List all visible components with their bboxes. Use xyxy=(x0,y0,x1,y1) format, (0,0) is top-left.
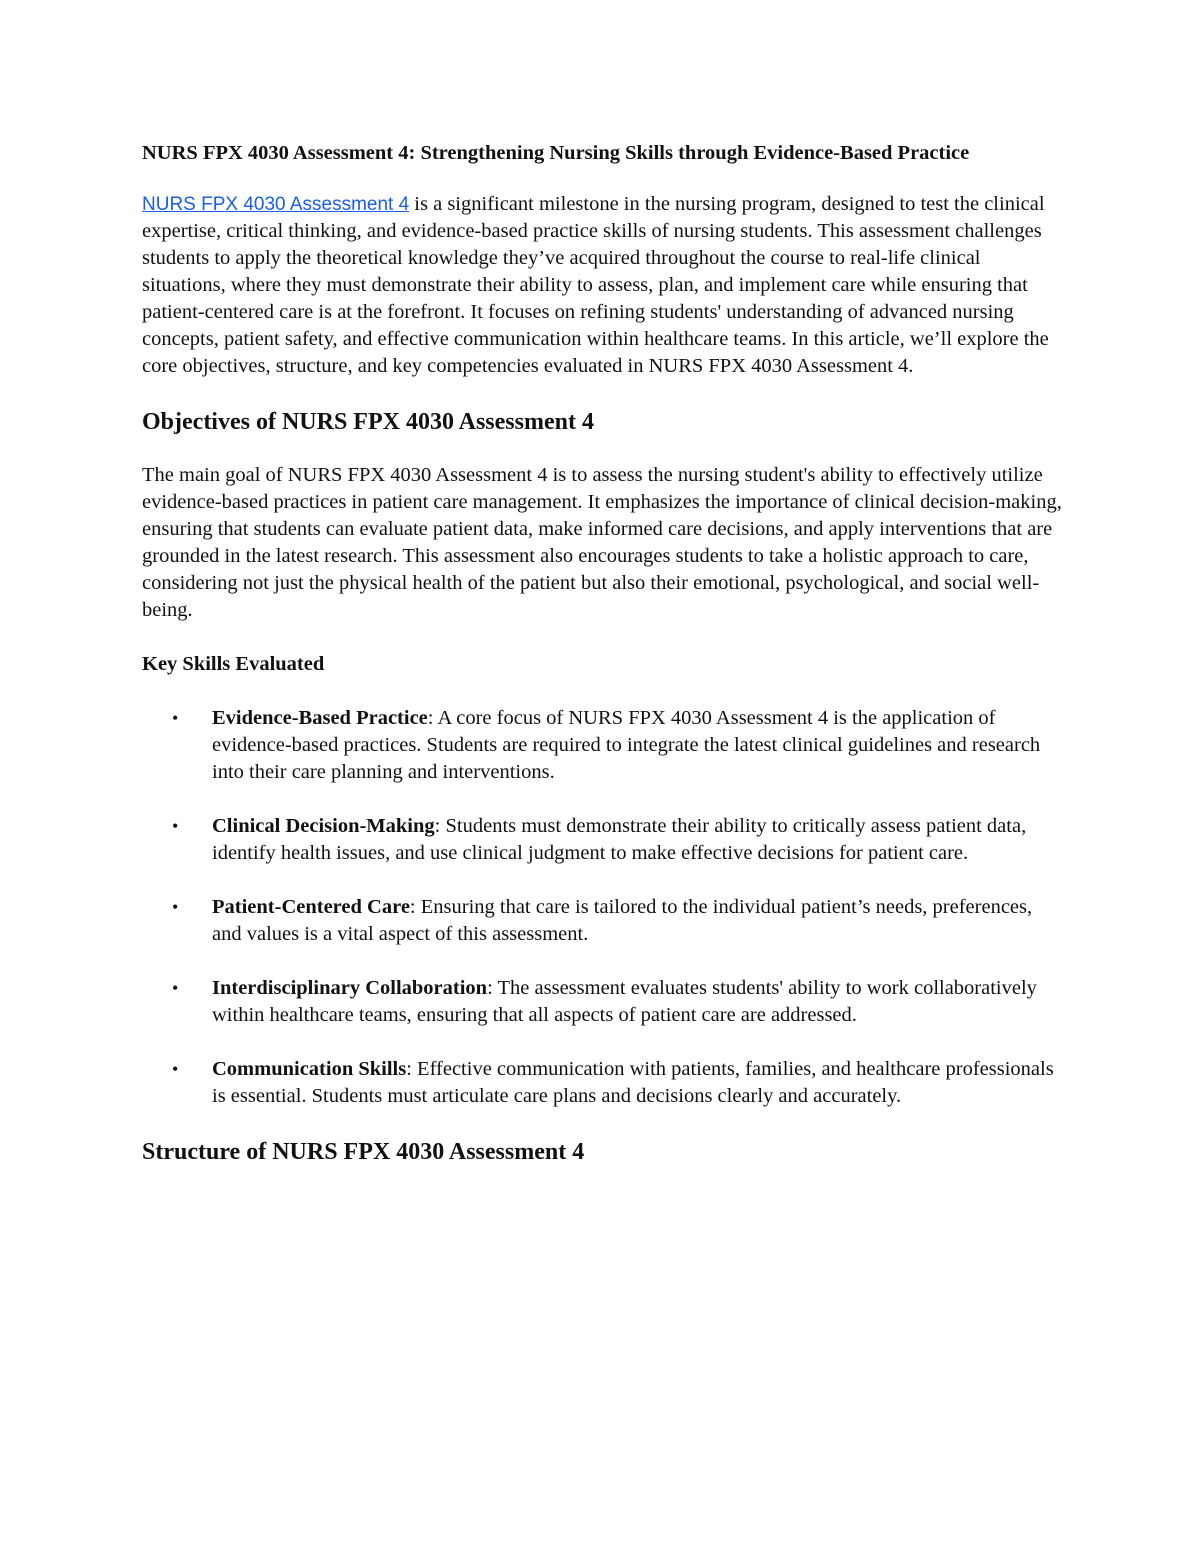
skill-term: Communication Skills xyxy=(212,1058,407,1080)
skill-description: : A core focus of NURS FPX 4030 Assessment 4 is the application of evidence-based practices. Students are required to integrate the latest clinical guidelines and research into their care planning and interventions. xyxy=(212,707,1041,783)
assessment-link[interactable]: NURS FPX 4030 Assessment 4 xyxy=(142,194,410,215)
skill-description: : The assessment evaluates students' ability to work collaboratively within healthcare teams, ensuring that all aspects of patient care are addressed. xyxy=(212,977,1037,1026)
bullet-icon: • xyxy=(172,708,179,728)
skill-description: : Ensuring that care is tailored to the individual patient’s needs, preferences, and values is a vital aspect of this assessment. xyxy=(212,896,1033,945)
list-item xyxy=(142,975,1062,1029)
list-item xyxy=(142,813,1062,867)
objectives-paragraph: The main goal of NURS FPX 4030 Assessment 4 is to assess the nursing student's ability to effectively utilize evidence-based practices in patient care management. It emphasizes the importance of clinical decision-making, ensuring that students can evaluate patient data, make informed care decisions, and apply interventions that are grounded in the latest research. This assessment also encourages students to take a holistic approach to care, considering not just the physical health of the patient but also their emotional, psychological, and social well-being. xyxy=(142,464,1062,621)
document-title: NURS FPX 4030 Assessment 4: Strengthening Nursing Skills through Evidence-Based Practice xyxy=(142,142,970,164)
list-item xyxy=(142,705,1062,786)
skill-term: Interdisciplinary Collaboration xyxy=(212,977,488,999)
skill-description: : Effective communication with patients, families, and healthcare professionals is essential. Students must articulate care plans and decisions clearly and accurately. xyxy=(212,1058,1054,1107)
key-skills-list xyxy=(142,705,1062,1110)
document-page xyxy=(142,140,1062,1167)
skill-term: Clinical Decision-Making xyxy=(212,815,435,837)
bullet-icon: • xyxy=(172,1059,179,1079)
list-item xyxy=(142,1056,1062,1110)
bullet-icon: • xyxy=(172,897,179,917)
list-item xyxy=(142,894,1062,948)
skill-term: Evidence-Based Practice xyxy=(212,707,428,729)
intro-text: is a significant milestone in the nursing program, designed to test the clinical expertise, critical thinking, and evidence-based practice skills of nursing students. This assessment challenges students to apply the theoretical knowledge they’ve acquired throughout the course to real-life clinical situations, where they must demonstrate their ability to assess, plan, and implement care while ensuring that patient-centered care is at the forefront. It focuses on refining students' understanding of advanced nursing concepts, patient safety, and effective communication within healthcare teams. In this article, we’ll explore the core objectives, structure, and key competencies evaluated in NURS FPX 4030 Assessment 4. xyxy=(142,193,1049,377)
bullet-icon: • xyxy=(172,978,179,998)
objectives-heading: Objectives of NURS FPX 4030 Assessment 4 xyxy=(142,409,594,435)
bullet-icon: • xyxy=(172,816,179,836)
skill-term: Patient-Centered Care xyxy=(212,896,410,918)
intro-paragraph xyxy=(142,191,1062,380)
structure-heading: Structure of NURS FPX 4030 Assessment 4 xyxy=(142,1139,585,1165)
key-skills-heading: Key Skills Evaluated xyxy=(142,653,325,675)
skill-description: : Students must demonstrate their ability to critically assess patient data, identify health issues, and use clinical judgment to make effective decisions for patient care. xyxy=(212,815,1027,864)
